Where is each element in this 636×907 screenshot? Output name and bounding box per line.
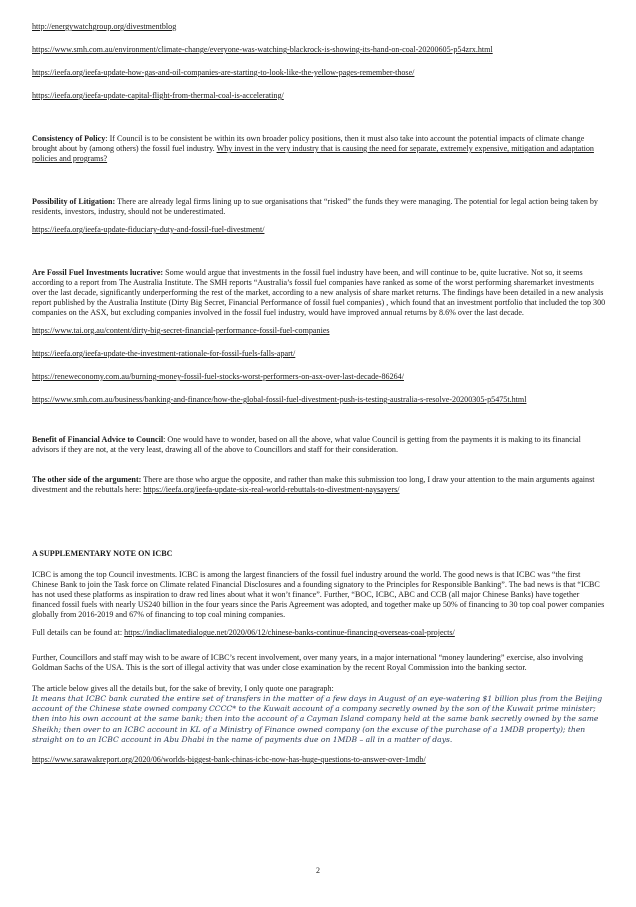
other-side-paragraph xyxy=(32,475,606,495)
benefit-heading: Benefit of Financial Advice to Council xyxy=(32,435,164,444)
link-energywatch[interactable]: http://energywatchgroup.org/divestmentblog xyxy=(32,22,177,31)
page-number: 2 xyxy=(316,866,320,875)
icbc-heading: A SUPPLEMENTARY NOTE ON ICBC xyxy=(32,549,173,558)
benefit-body: : One would have to wonder, based on all the above, what value Council is getting from the payments it is making to its financial advisors if they are not, at the very least, drawing all of the above to Councillors and staff for their consideration. xyxy=(32,435,581,454)
litigation-heading: Possibility of Litigation: xyxy=(32,197,116,206)
lucrative-paragraph xyxy=(32,268,606,318)
litigation-paragraph xyxy=(32,197,606,217)
link-ieefa-investment-rationale[interactable]: https://ieefa.org/ieefa-update-the-investment-rationale-for-fossil-fuels-falls-apart/ xyxy=(32,349,296,358)
link-sarawak-report[interactable]: https://www.sarawakreport.org/2020/06/worlds-biggest-bank-chinas-icbc-now-has-huge-questions-to-answer-over-1mdb/ xyxy=(32,755,426,765)
link-ieefa-rebuttals[interactable]: https://ieefa.org/ieefa-update-six-real-world-rebuttals-to-divestment-naysayers/ xyxy=(143,485,400,494)
icbc-details-label: Full details can be found at: xyxy=(32,628,125,637)
icbc-details-line xyxy=(32,628,606,638)
consistency-heading: Consistency of Policy xyxy=(32,134,106,143)
link-smh-blackrock[interactable]: https://www.smh.com.au/environment/climate-change/everyone-was-watching-blackrock-is-showing-its-hand-on-coal-20200605-p54zrx.html xyxy=(32,45,493,54)
icbc-quote-intro: The article below gives all the details but, for the sake of brevity, I only quote one paragraph: xyxy=(32,684,334,693)
link-smh-divestment[interactable]: https://www.smh.com.au/business/banking-and-finance/how-the-global-fossil-fuel-divestment-push-is-testing-australia-s-resolve-20200305-p5475t.html xyxy=(32,395,527,404)
icbc-quote: It means that ICBC bank curated the entire set of transfers in the matter of a few days in August of an eye-watering $1 billion plus from the Beijing account of the Chinese state owned company CCCC* to the Kuwait account of a company secretly owned by the son of the Kuwait prime minister; then into his own account at the same bank; then into the account of a Cayman Island company held at the same bank secretly owned by the same Sheikh; then over to an ICBC account in KL of a Ministry of Finance owned company (on the excuse of the purchase of a 1MDB property); then straight on to an ICBC account in Abu Dhabi in the name of payments due on 1MDB – all in a matter of days. xyxy=(32,694,603,744)
link-ieefa-fiduciary[interactable]: https://ieefa.org/ieefa-update-fiduciary-duty-and-fossil-fuel-divestment/ xyxy=(32,225,265,234)
benefit-paragraph xyxy=(32,435,606,455)
icbc-paragraph-3 xyxy=(32,684,606,745)
consistency-body: : If Council is to be consistent be within its own broader policy positions, then it must also take into account the potential impacts of climate change brought about by (among others) the fossil fuel industry. xyxy=(32,134,585,153)
other-side-body: There are those who argue the opposite, and rather than make this submission too long, I draw your attention to the main arguments against divestment and the rebuttals here: xyxy=(32,475,595,494)
link-tai-dirty-big-secret[interactable]: https://www.tai.org.au/content/dirty-big-secret-financial-performance-fossil-fuel-companies xyxy=(32,326,330,335)
link-ieefa-capital-flight[interactable]: https://ieefa.org/ieefa-update-capital-flight-from-thermal-coal-is-accelerating/ xyxy=(32,91,284,100)
link-india-climate-dialogue[interactable]: https://indiaclimatedialogue.net/2020/06/12/chinese-banks-continue-financing-overseas-coal-projects/ xyxy=(124,628,455,637)
litigation-body: There are already legal firms lining up to sue organisations that “risked” the funds they were managing. The potential for legal action being taken by residents, investors, industry, should not be underestimated. xyxy=(32,197,598,216)
icbc-paragraph-1: ICBC is among the top Council investments. ICBC is among the largest financiers of the fossil fuel industry around the world. The good news is that ICBC was “the first Chinese Bank to join the Task force on Climate related Financial Disclosures and a founding signatory to the Principles for Responsible Banking”. The bad news is that “ICBC has not used these platforms as inspiration to draw red lines about what it won’t finance”. Further, “BOC, ICBC, ABC and CCB (all major Chinese Banks) have together financed fossil fuels with nearly US240 billion in the four years since the Paris Agreement was adopted, and together make up 50% of financing to 30 top coal power companies globally from 2016-2019 and 67% of financing to top coal mining companies. xyxy=(32,570,605,619)
icbc-paragraph-2: Further, Councillors and staff may wish to be aware of ICBC’s recent involvement, over many years, in a major international “money laundering” exercise, also involving Goldman Sachs of the USA. This is the sort of illegal activity that was under close examination by the recent Royal Commission into the banking sector. xyxy=(32,653,584,672)
link-reneweconomy[interactable]: https://reneweconomy.com.au/burning-money-fossil-fuel-stocks-worst-performers-on-asx-over-last-decade-86264/ xyxy=(32,372,404,381)
lucrative-heading: Are Fossil Fuel Investments lucrative: xyxy=(32,268,164,277)
other-side-heading: The other side of the argument: xyxy=(32,475,142,484)
link-ieefa-yellow-pages[interactable]: https://ieefa.org/ieefa-update-how-gas-and-oil-companies-are-starting-to-look-like-the-yellow-pages-remember-those/ xyxy=(32,68,415,77)
lucrative-body: Some would argue that investments in the fossil fuel industry have been, and will continue to be, quite lucrative. Not so, it seems according to a report from The Australia Institute. The SMH reports “Australia’s fossil fuel companies have ranked as some of the worst performing sharemarket investments over the last decade, significantly underperforming the rest of the market, according to a new analysis of share market returns. The findings have been detailed in a new analysis report published by the Australia Institute (Dirty Big Secret, Financial Performance of fossil fuel companies) , which found that an investment portfolio that included the top 300 companies on the ASX, but excluding companies involved in the fossil fuel industry, would have improved annual returns by 8.6% over the last decade. xyxy=(32,268,606,317)
consistency-paragraph xyxy=(32,134,606,164)
consistency-underlined: Why invest in the very industry that is causing the need for separate, extremely expensive, mitigation and adaptation policies and programs? xyxy=(32,144,594,163)
